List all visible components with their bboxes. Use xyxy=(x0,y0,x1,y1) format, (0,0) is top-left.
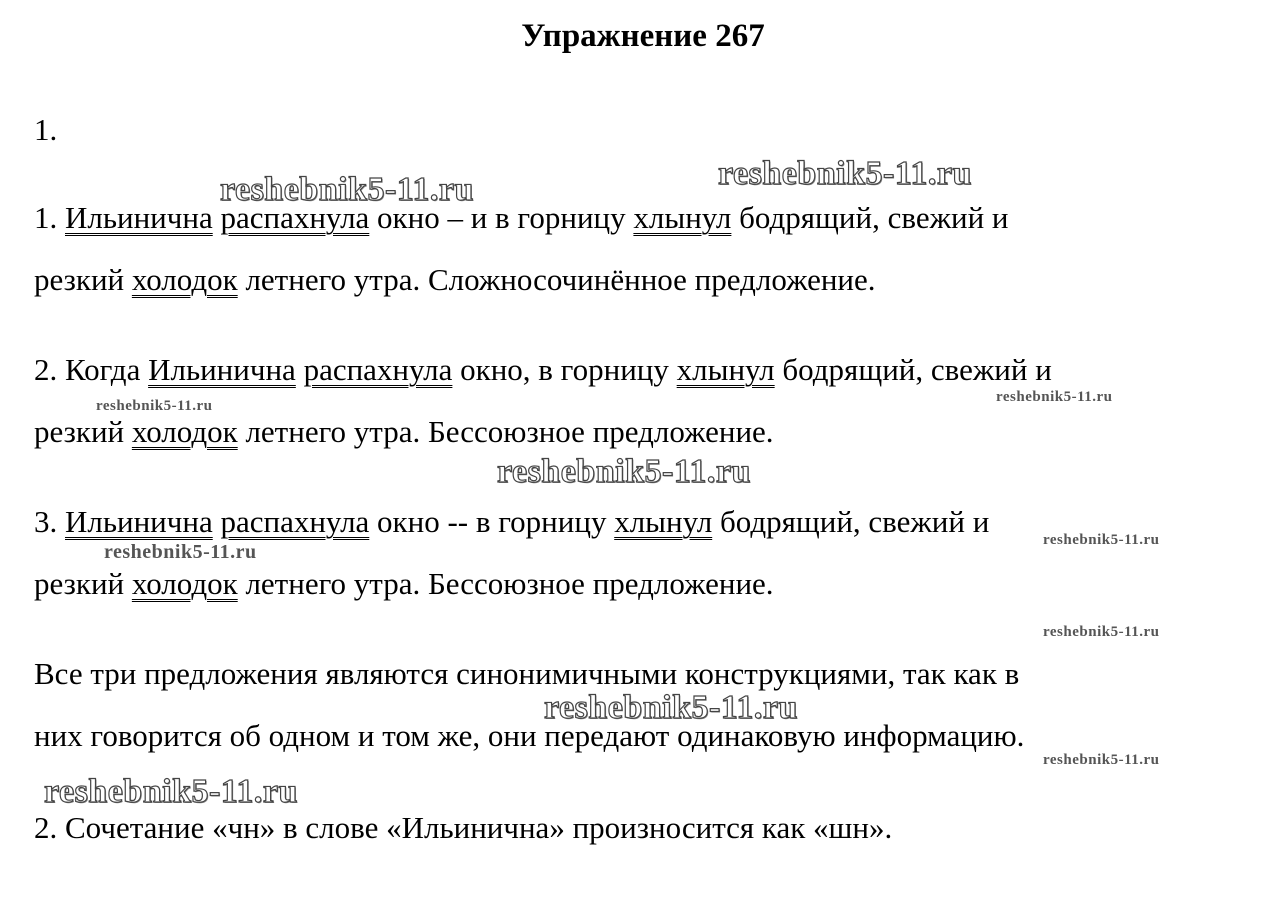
watermark: reshebnik5-11.ru xyxy=(544,689,798,726)
watermark: reshebnik5-11.ru xyxy=(104,541,257,563)
sentence-3-line-1: 3. Ильинична распахнула окно -- в горницу хлынул бодрящий, свежий и xyxy=(34,504,990,539)
subject-word: холодок xyxy=(131,414,238,449)
watermark: reshebnik5-11.ru xyxy=(1043,752,1160,768)
sentence-2-line-2: резкий холодок летнего утра. Бессоюзное предложение. xyxy=(34,414,774,449)
sentence-1-line-1: 1. Ильинична распахнула окно – и в горницу хлынул бодрящий, свежий и xyxy=(34,200,1009,235)
watermark: reshebnik5-11.ru xyxy=(220,171,474,208)
section-1-label: 1. xyxy=(34,112,58,147)
watermark: reshebnik5-11.ru xyxy=(1043,532,1160,548)
predicate-word: распахнула xyxy=(220,504,370,539)
watermark: reshebnik5-11.ru xyxy=(1043,624,1160,640)
watermark: reshebnik5-11.ru xyxy=(996,389,1113,405)
subject-word: холодок xyxy=(131,566,238,601)
subject-word: Ильинична xyxy=(65,200,213,235)
exercise-title: Упражнение 267 xyxy=(521,18,765,54)
conclusion-line-2: них говорится об одном и том же, они передают одинаковую информацию. xyxy=(34,718,1025,753)
predicate-word: хлынул xyxy=(633,200,732,235)
subject-word: Ильинична xyxy=(65,504,213,539)
watermark: reshebnik5-11.ru xyxy=(718,155,972,192)
conclusion-line-1: Все три предложения являются синонимичными конструкциями, так как в xyxy=(34,656,1020,691)
predicate-word: хлынул xyxy=(614,504,713,539)
watermark: reshebnik5-11.ru xyxy=(44,773,298,810)
sentence-2-line-1: 2. Когда Ильинична распахнула окно, в горницу хлынул бодрящий, свежий и xyxy=(34,352,1052,387)
sentence-3-line-2: резкий холодок летнего утра. Бессоюзное предложение. xyxy=(34,566,774,601)
subject-word: холодок xyxy=(131,262,238,297)
sentence-1-line-2: резкий холодок летнего утра. Сложносочинённое предложение. xyxy=(34,262,876,297)
predicate-word: хлынул xyxy=(676,352,775,387)
watermark: reshebnik5-11.ru xyxy=(96,398,213,414)
predicate-word: распахнула xyxy=(220,200,370,235)
predicate-word: распахнула xyxy=(303,352,453,387)
subject-word: Ильинична xyxy=(148,352,296,387)
item-2-text: 2. Сочетание «чн» в слове «Ильинична» произносится как «шн». xyxy=(34,810,893,845)
watermark: reshebnik5-11.ru xyxy=(497,453,751,490)
